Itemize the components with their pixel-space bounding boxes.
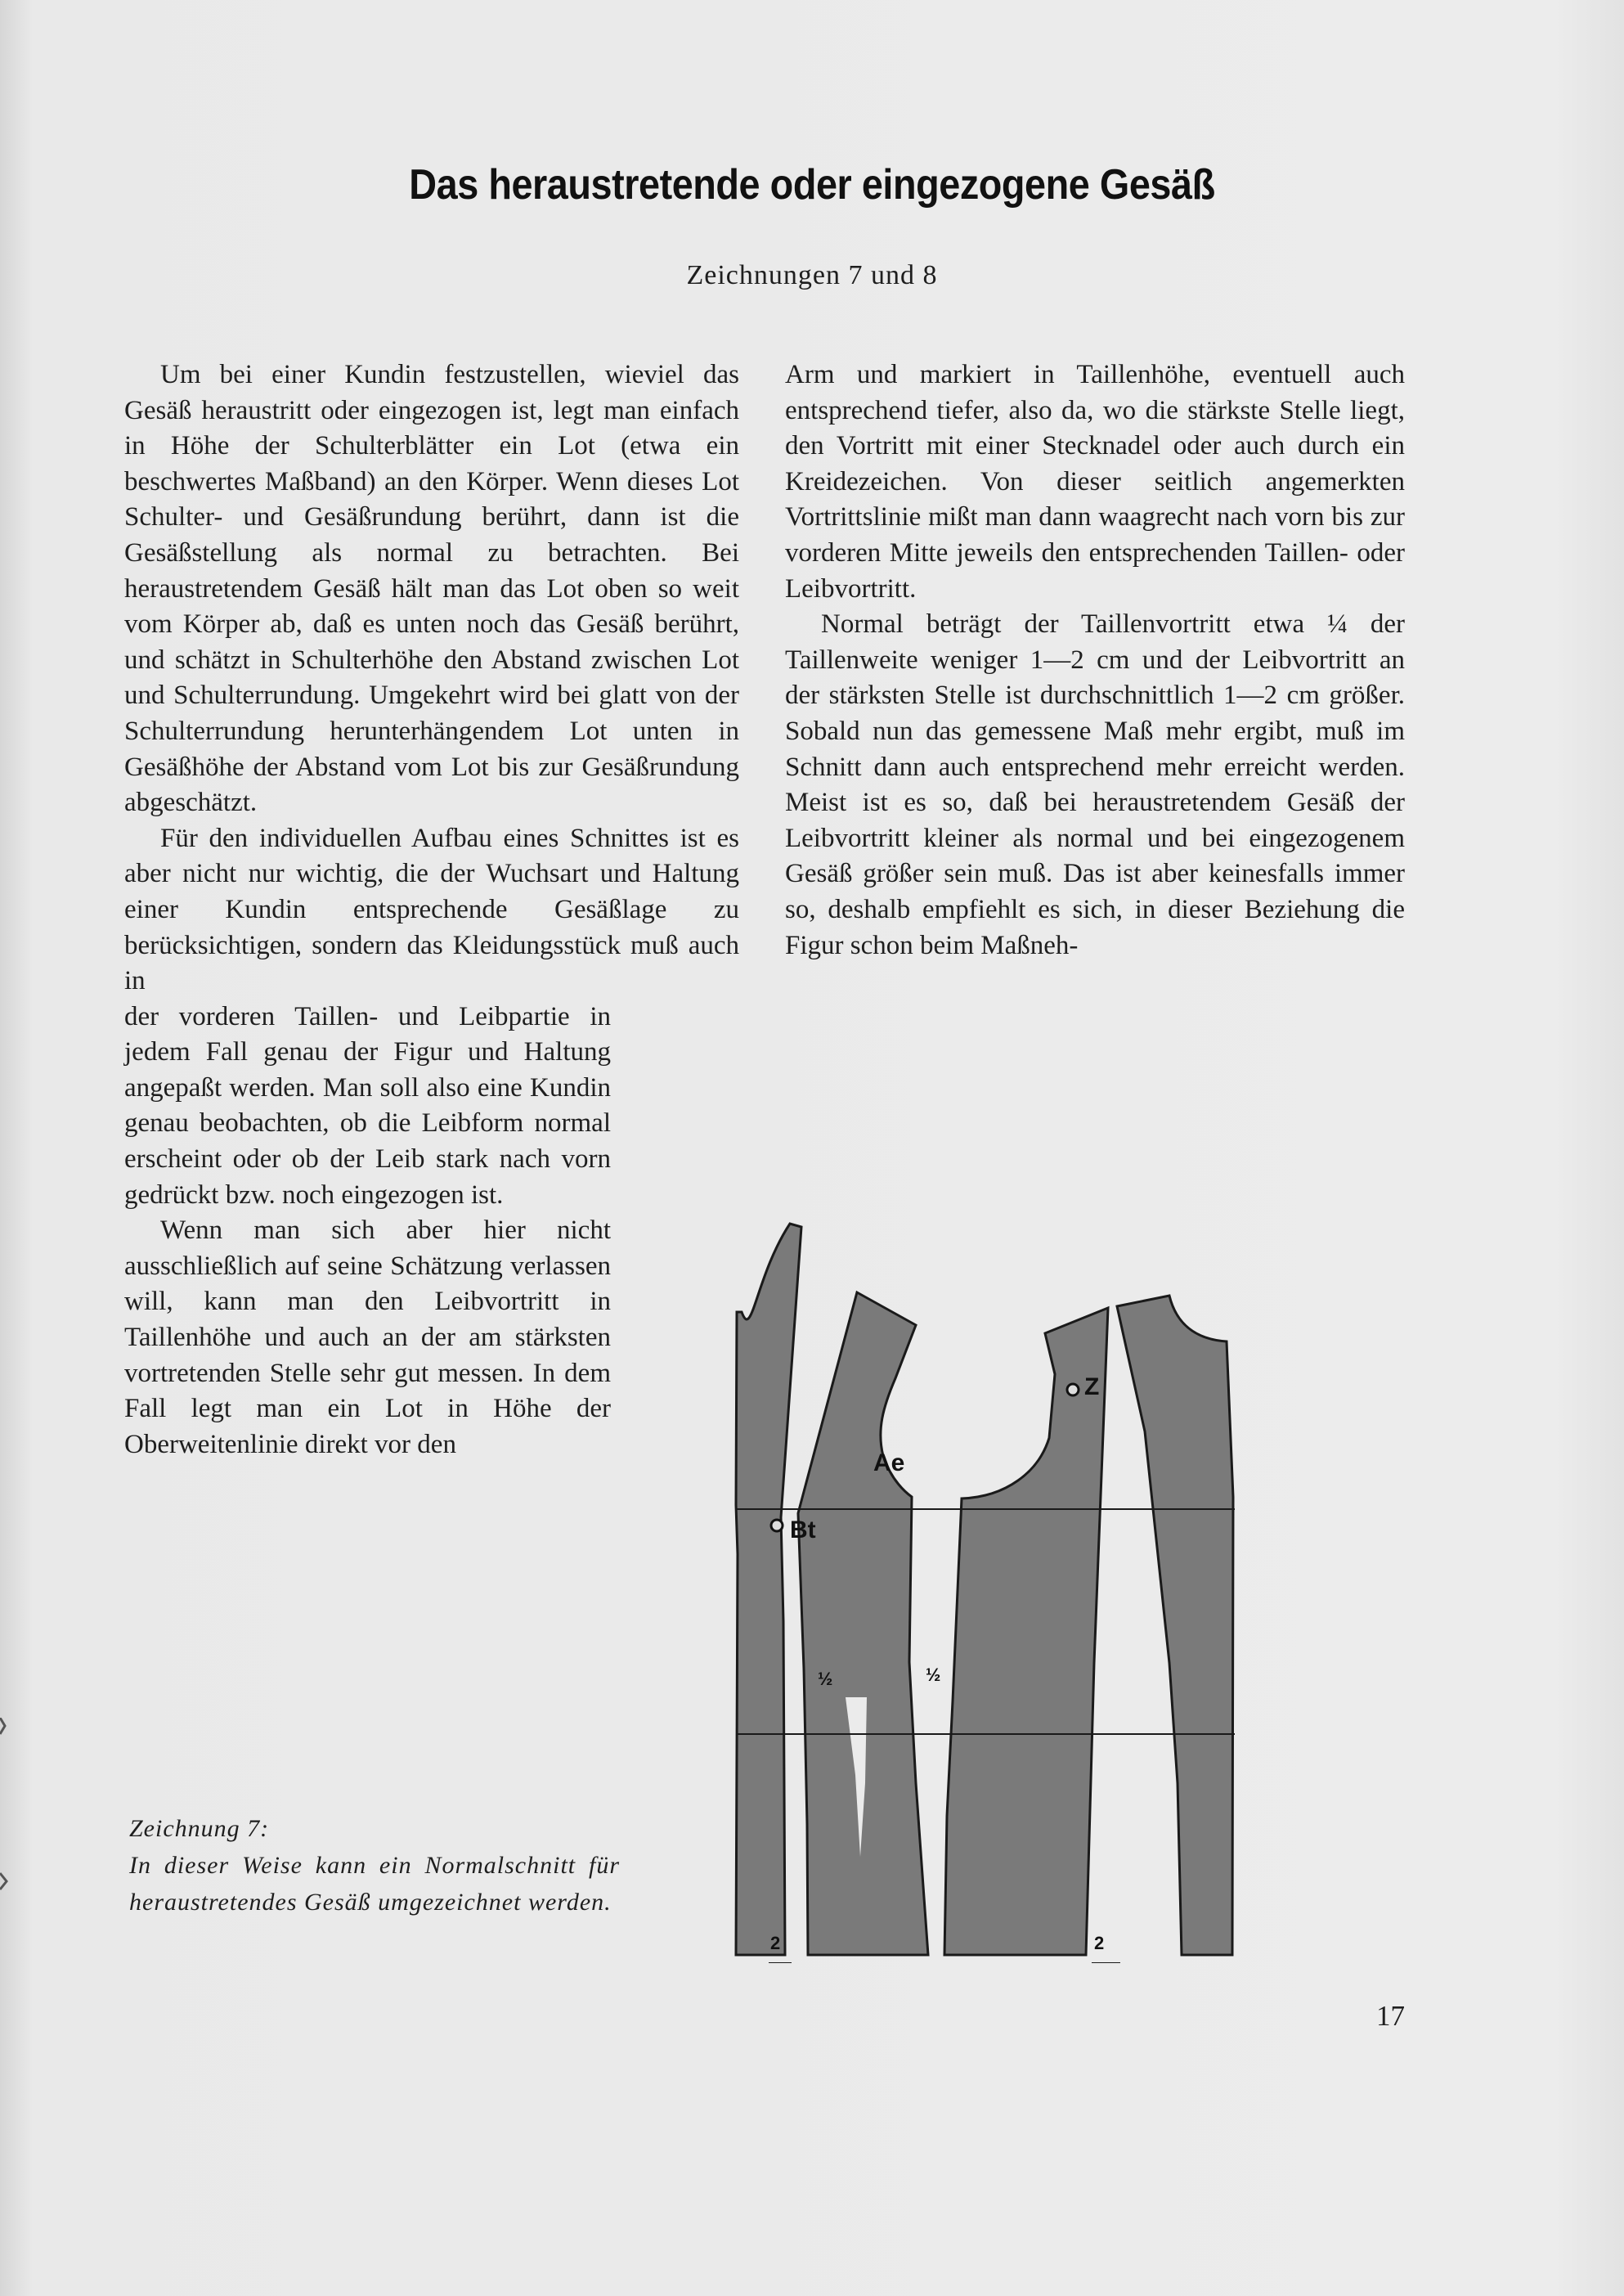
- pattern-piece: [1117, 1296, 1233, 1955]
- pattern-drawing: [646, 1211, 1431, 1963]
- paragraph: Arm und markiert in Taillenhöhe, eventuell auch entsprechend tiefer, also da, wo die stärkste Stelle liegt, den Vortritt mit einer Stecknadel oder auch durch ein Kreidezeichen. Von dieser seitlich angemerkten Vortrittslinie mißt man dann waagrecht nach vorn bis zur vorderen Mitte jeweils den entsprechenden Taillen- oder Leibvortritt.: [785, 360, 1405, 604]
- label-two: 2: [1094, 1933, 1105, 1953]
- pattern-piece: [798, 1292, 928, 1955]
- right-column: [785, 357, 1405, 964]
- pattern-piece: [944, 1308, 1108, 1955]
- label-ae: Ae: [873, 1449, 905, 1476]
- label-bt: Bt: [790, 1516, 816, 1543]
- label-half: ½: [926, 1665, 941, 1685]
- point-marker: [771, 1520, 783, 1531]
- narrow-text-block: [124, 1000, 611, 1463]
- point-marker: [1067, 1384, 1079, 1395]
- pattern-piece: [736, 1224, 801, 1955]
- caption-heading: Zeichnung 7:: [129, 1815, 270, 1842]
- paragraph: Normal beträgt der Taillenvortritt etwa ¼ der Taillenweite weniger 1—2 cm und der Leibvortritt an der stärksten Stelle ist durchschnittlich 1—2 cm größer. Sobald nun das gemessene Maß mehr ergibt, muß im Schnitt dann auch entsprechend mehr erreicht werden. Meist ist es so, daß bei heraustretendem Gesäß der Leibvortritt kleiner als normal und bei eingezogenem Gesäß größer sein muß. Das ist aber keinesfalls immer so, deshalb empfiehlt es sich, in dieser Beziehung die Figur schon beim Maßneh-: [785, 609, 1405, 960]
- label-half: ½: [818, 1669, 833, 1689]
- label-two: 2: [770, 1933, 781, 1953]
- page-number: 17: [1376, 2000, 1405, 2032]
- page-subtitle: Zeichnungen 7 und 8: [686, 260, 938, 290]
- figure-caption: [129, 1810, 620, 1921]
- paragraph: Um bei einer Kundin festzustellen, wieviel das Gesäß heraustritt oder eingezogen ist, legt man einfach in Höhe der Schulterblätter ein Lot (etwa ein beschwertes Maßband) an den Körper. Wenn dieses Lot Schulter- und Gesäßrundung berührt, dann ist die Gesäßstellung als normal zu betrachten. Bei heraustretendem Gesäß hält man das Lot oben so weit vom Körper ab, daß es unten noch das Gesäß berührt, und schätzt in Schulterhöhe den Abstand zwischen Lot und Schulterrundung. Umgekehrt wird bei glatt von der Schulterrundung herunterhängendem Lot unten in Gesäßhöhe der Abstand vom Lot bis zur Gesäßrundung abgeschätzt.: [124, 360, 739, 818]
- label-z: Z: [1084, 1373, 1100, 1400]
- page-title: Das heraustretende oder eingezogene Gesäß: [409, 161, 1215, 209]
- paragraph: Wenn man sich aber hier nicht ausschließlich auf seine Schätzung verlassen will, kann man den Leibvortritt in Taillenhöhe und auch an der am stärksten vortretenden Stelle sehr gut messen. In dem Fall legt man ein Lot in Höhe der Oberweitenlinie direkt vor den: [124, 1215, 611, 1459]
- paragraph: Für den individuellen Aufbau eines Schnittes ist es aber nicht nur wichtig, die der Wuchsart und Haltung einer Kundin entsprechende Gesäßlage zu berücksichtigen, sondern das Kleidungsstück muß auch in: [124, 823, 739, 996]
- caption-text: In dieser Weise kann ein Normalschnitt für heraustretendes Gesäß umgezeichnet werden.: [129, 1852, 620, 1916]
- paragraph: der vorderen Taillen- und Leibpartie in jedem Fall genau der Figur und Haltung angepaßt werden. Man soll also eine Kundin genau beobachten, ob die Leibform normal erscheint oder ob der Leib stark nach vorn gedrückt bzw. noch eingezogen ist.: [124, 1001, 611, 1210]
- binding-edge-marks: [0, 1718, 15, 1898]
- pattern-pieces: [736, 1224, 1235, 1955]
